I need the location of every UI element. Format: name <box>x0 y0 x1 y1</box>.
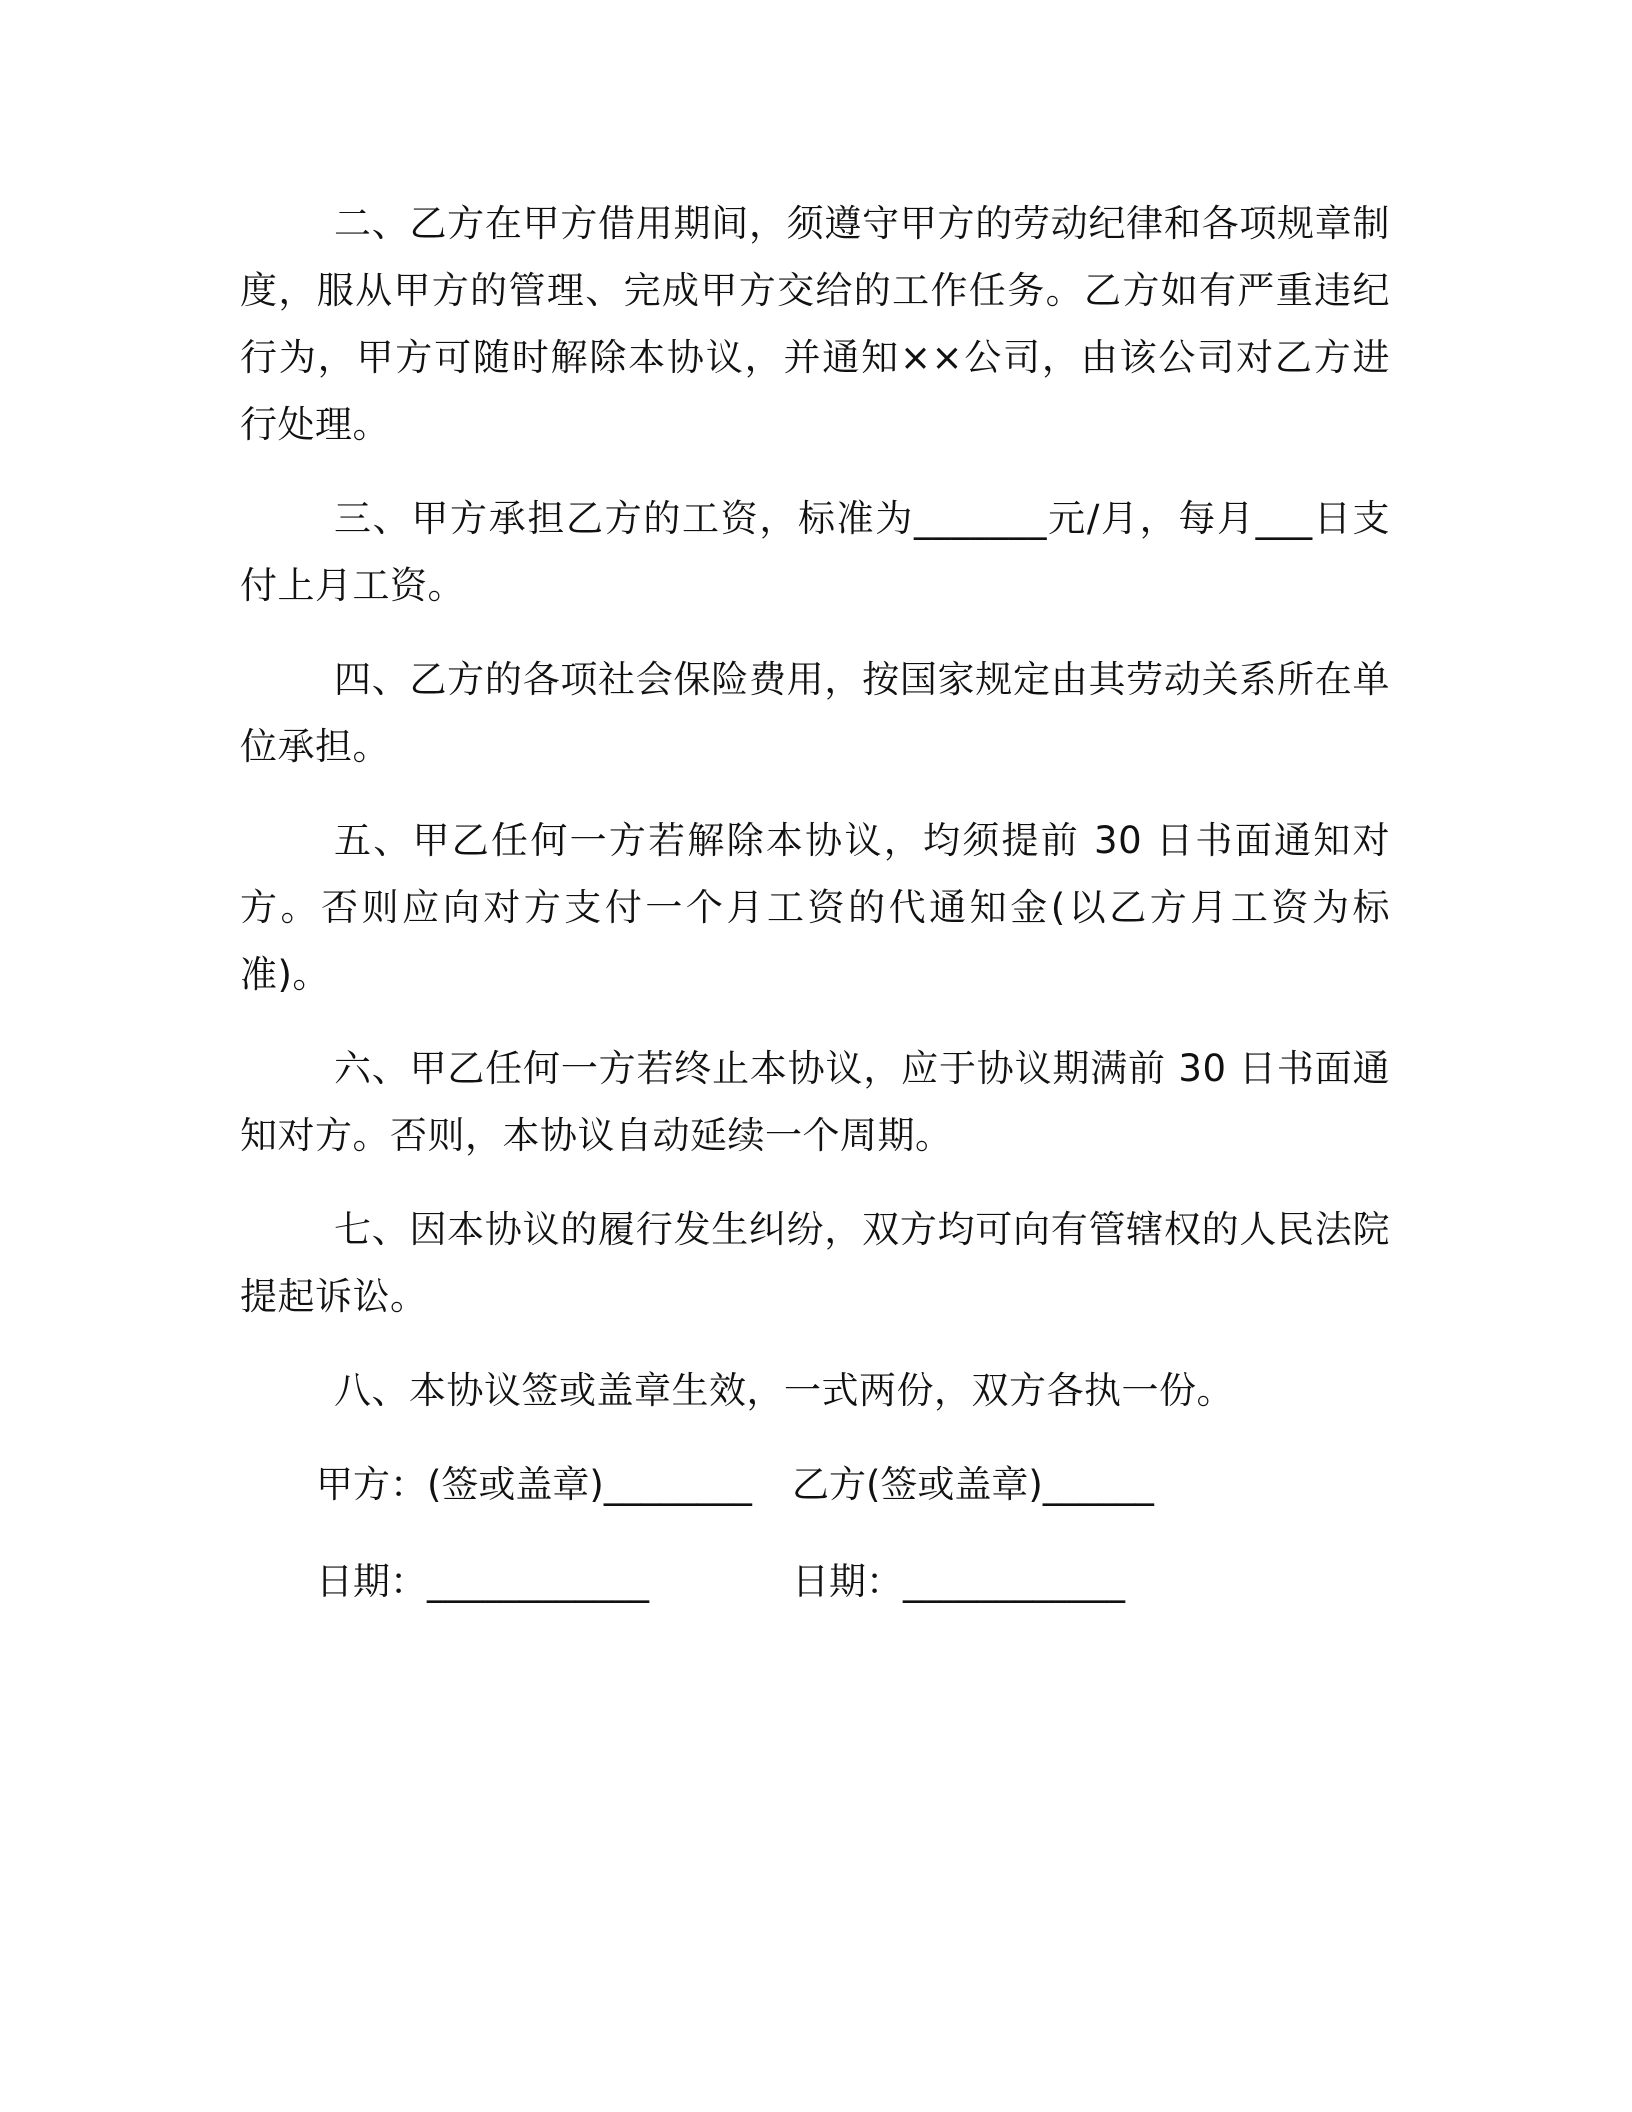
clause-7: 七、因本协议的履行发生纠纷，双方均可向有管辖权的人民法院提起诉讼。 <box>240 1208 1390 1318</box>
clause-8: 八、本协议签或盖章生效，一式两份，双方各执一份。 <box>334 1369 1234 1412</box>
party-b-signature-line: 乙方(签或盖章)______ <box>792 1463 1154 1506</box>
clause-4: 四、乙方的各项社会保险费用，按国家规定由其劳动关系所在单位承担。 <box>240 658 1390 768</box>
signature-row <box>240 1451 1390 1518</box>
clause-2: 二、乙方在甲方借用期间，须遵守甲方的劳动纪律和各项规章制度，服从甲方的管理、完成甲方交给的工作任务。乙方如有严重违纪行为，甲方可随时解除本协议，并通知××公司，由该公司对乙方进行处理。 <box>240 202 1390 446</box>
party-b-date-line: 日期：____________ <box>792 1560 1125 1603</box>
document-body <box>240 190 1390 1645</box>
clause-3: 三、甲方承担乙方的工资，标准为_______元/月，每月___日支付上月工资。 <box>240 497 1390 607</box>
clause-6: 六、甲乙任何一方若终止本协议，应于协议期满前 30 日书面通知对方。否则，本协议自动延续一个周期。 <box>240 1047 1390 1157</box>
party-a-signature-line: 甲方：(签或盖章)________ <box>316 1463 752 1506</box>
date-row <box>240 1548 1390 1615</box>
clause-5: 五、甲乙任何一方若解除本协议，均须提前 30 日书面通知对方。否则应向对方支付一个月工资的代通知金(以乙方月工资为标准)。 <box>240 819 1390 996</box>
party-a-date-line: 日期：____________ <box>316 1560 649 1603</box>
